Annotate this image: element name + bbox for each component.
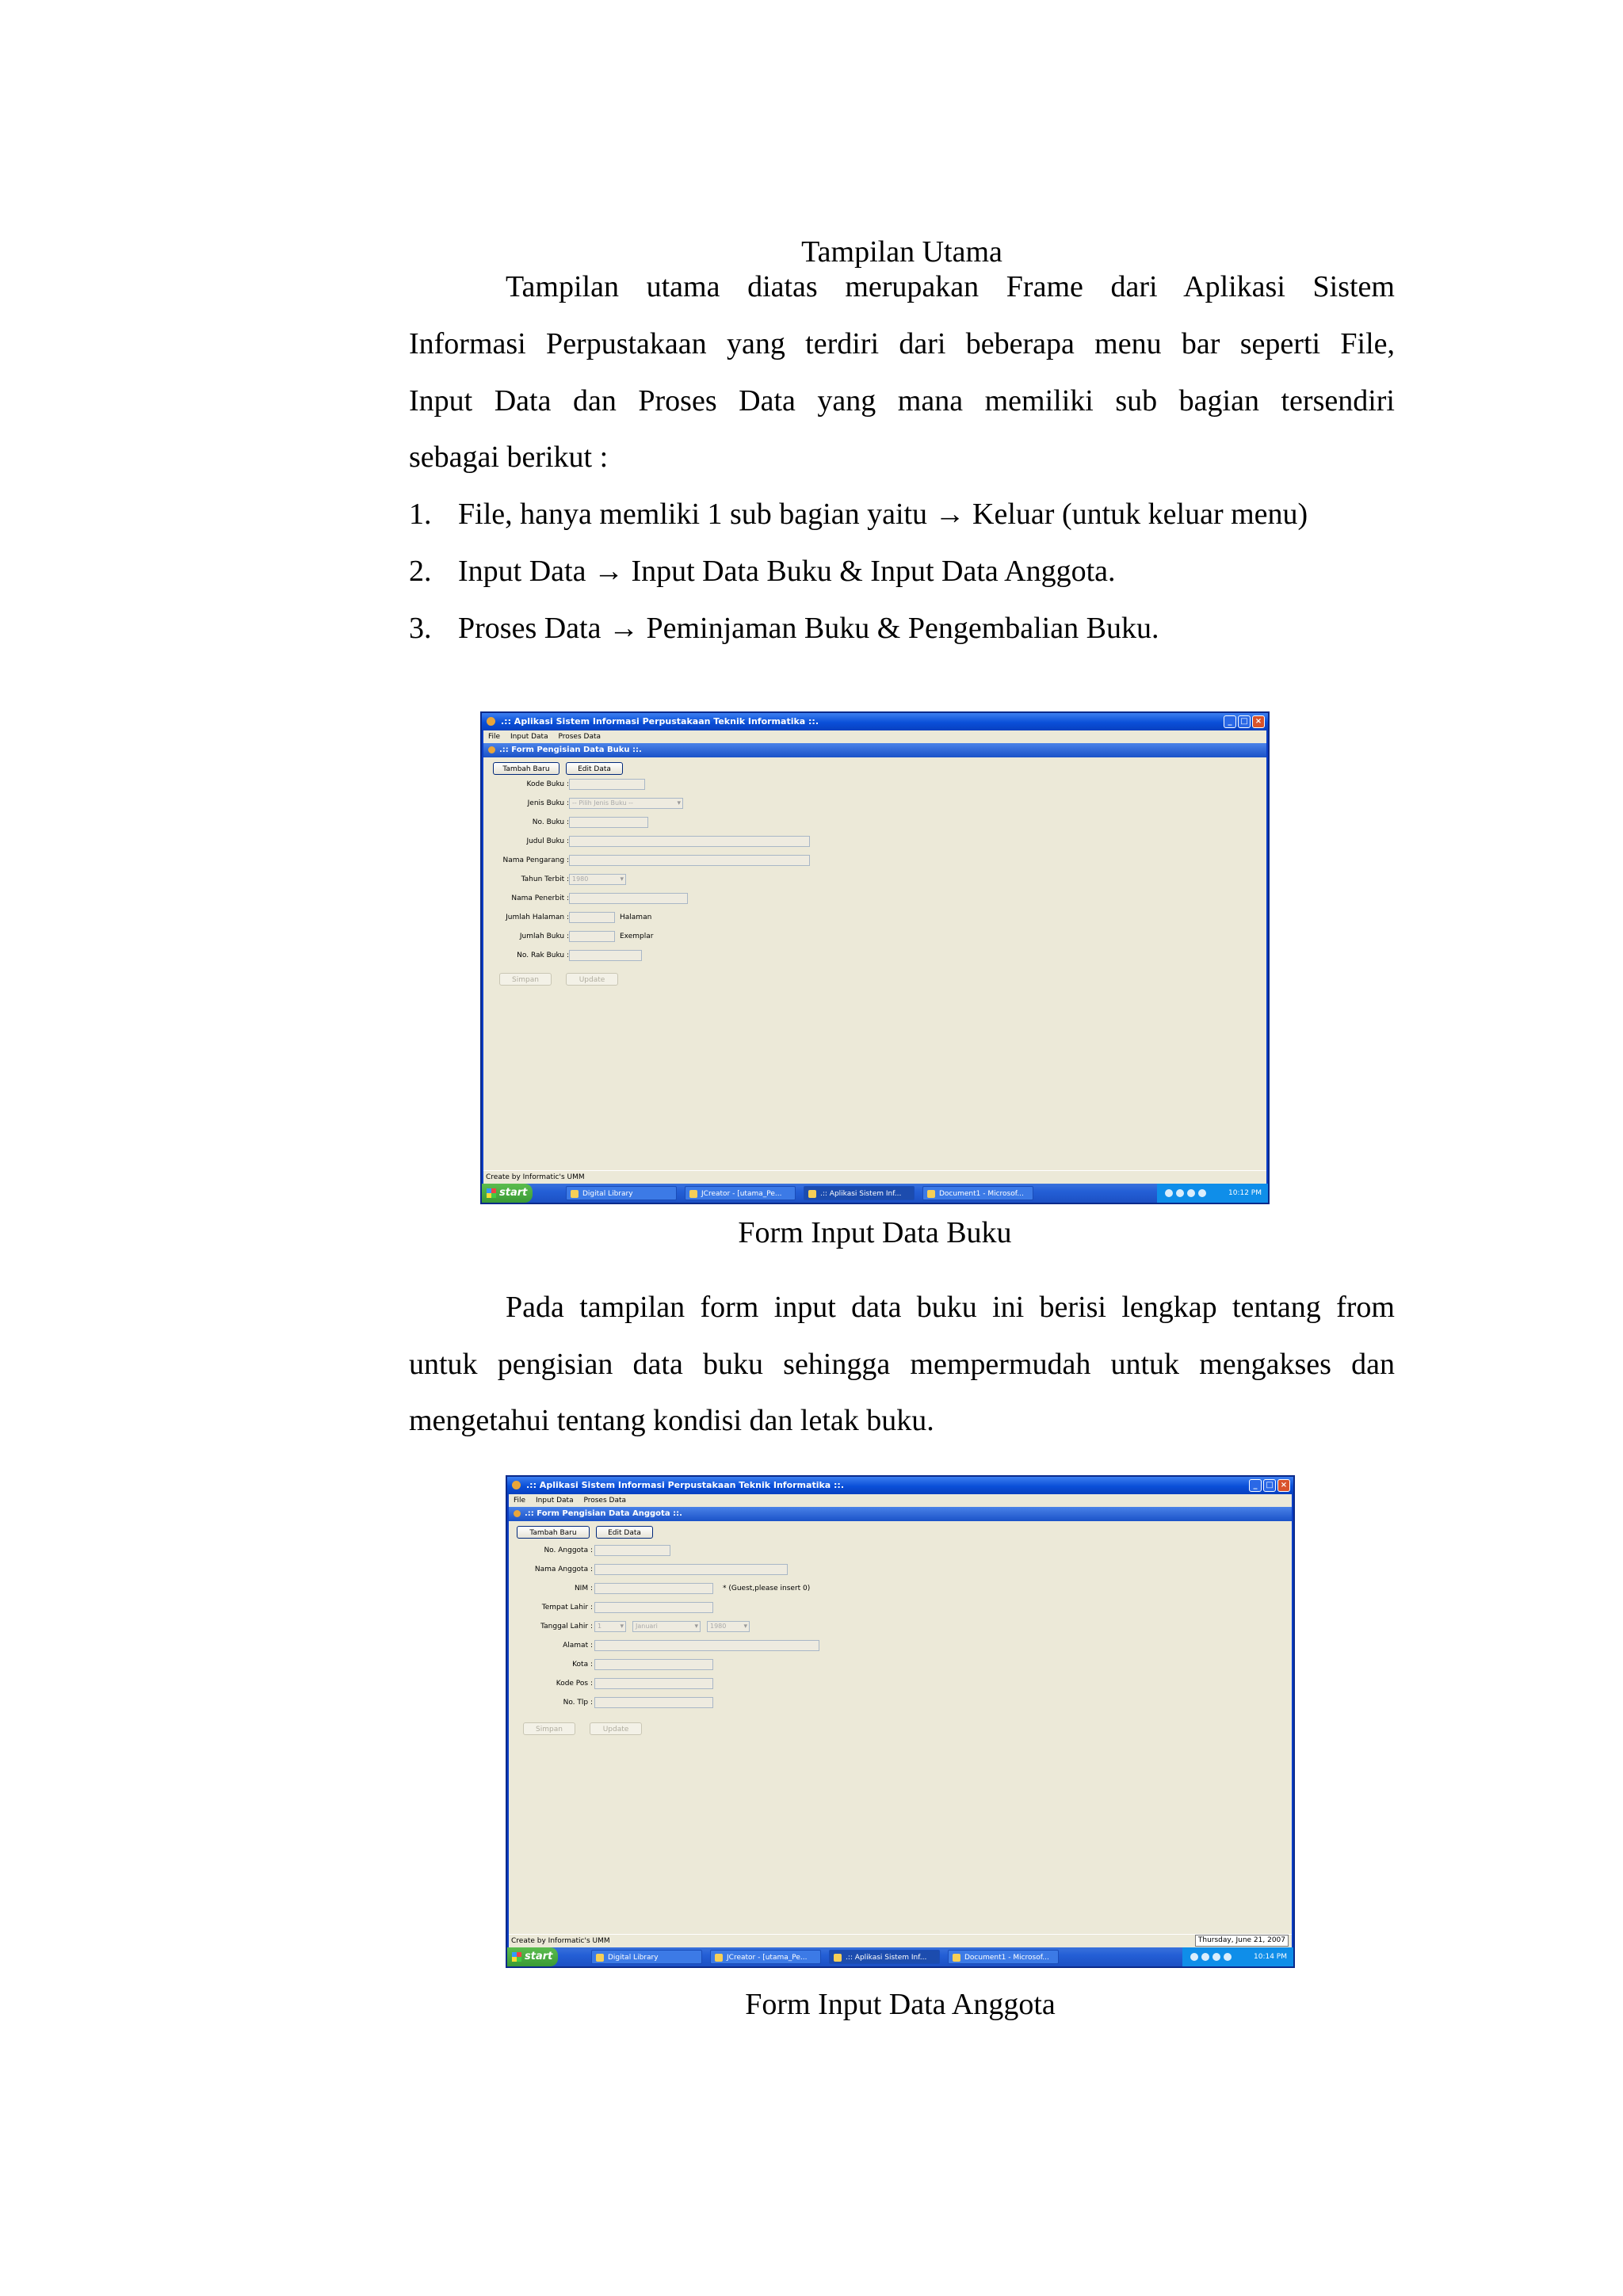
date-tooltip: Thursday, June 21, 2007 (1195, 1935, 1289, 1947)
tanggal-year-select[interactable]: 1980 ▾ (707, 1621, 750, 1632)
kode-pos-field[interactable] (594, 1678, 713, 1689)
field-label: Nama Pengarang : (502, 856, 569, 864)
internal-frame (483, 743, 1266, 1171)
paragraph-line: Tampilan utama diatas merupakan Frame dari Aplikasi Sistem (506, 270, 1395, 303)
internal-frame-title: .:: Form Pengisian Data Anggota ::. (509, 1507, 1292, 1521)
edit-data-button[interactable]: Edit Data (566, 762, 623, 775)
field-label: Nama Penerbit : (511, 894, 569, 902)
field-label: Jumlah Halaman : (506, 913, 569, 921)
nim-field[interactable] (594, 1583, 713, 1594)
field-label: Kode Buku : (526, 780, 569, 788)
paragraph-line: Informasi Perpustakaan yang terdiri dari beberapa menu bar seperti File, (409, 327, 1395, 360)
taskbar (482, 1184, 1268, 1203)
tray-icon[interactable] (1201, 1953, 1209, 1961)
paragraph-line: Pada tampilan form input data buku ini berisi lengkap tentang from (506, 1291, 1395, 1324)
field-label: NIM : (574, 1585, 593, 1592)
tanggal-day-select[interactable]: 1 ▾ (594, 1621, 626, 1632)
tahun-terbit-select[interactable]: 1980 ▾ (569, 874, 626, 885)
paragraph-line: sebagai berikut : (409, 441, 609, 474)
taskbar-item[interactable]: Digital Library (591, 1950, 702, 1964)
list-item: 2. Input Data → Input Data Buku & Input Data Anggota. (409, 555, 1116, 588)
menu-input-data[interactable]: Input Data (535, 1497, 574, 1505)
taskbar-item[interactable]: .:: Aplikasi Sistem Inf... (804, 1186, 915, 1200)
menu-proses-data[interactable]: Proses Data (583, 1497, 627, 1505)
menu-file[interactable]: File (514, 1497, 526, 1505)
jumlah-buku-field[interactable] (569, 931, 615, 942)
no-buku-field[interactable] (569, 817, 648, 828)
tempat-lahir-field[interactable] (594, 1602, 713, 1613)
simpan-button[interactable]: Simpan (523, 1722, 575, 1735)
window-titlebar (482, 713, 1268, 730)
system-tray (1157, 1184, 1268, 1203)
update-button[interactable]: Update (566, 973, 618, 986)
taskbar-item[interactable]: Document1 - Microsof... (922, 1186, 1033, 1200)
field-label: Kota : (572, 1661, 593, 1669)
paragraph-line: mengetahui tentang kondisi dan letak buku. (409, 1404, 934, 1437)
kode-buku-field[interactable] (569, 779, 645, 790)
judul-buku-field[interactable] (569, 836, 810, 847)
halaman-unit-label: Halaman (620, 913, 652, 921)
nim-hint: * (Guest,please insert 0) (723, 1585, 811, 1592)
maximize-icon[interactable]: □ (1238, 715, 1251, 728)
menu-file[interactable]: File (488, 733, 501, 741)
jumlah-halaman-field[interactable] (569, 912, 615, 923)
alamat-field[interactable] (594, 1640, 819, 1651)
nama-penerbit-field[interactable] (569, 893, 688, 904)
simpan-button[interactable]: Simpan (499, 973, 552, 986)
figure-caption: Form Input Data Anggota (745, 1988, 1056, 2021)
kota-field[interactable] (594, 1659, 713, 1670)
menu-bar (483, 730, 1266, 743)
tanggal-month-select[interactable]: Januari ▾ (632, 1621, 701, 1632)
start-button[interactable]: start (507, 1947, 558, 1966)
field-label: Tanggal Lahir : (540, 1623, 593, 1630)
menu-proses-data[interactable]: Proses Data (558, 733, 601, 741)
start-button[interactable]: start (482, 1184, 533, 1203)
tray-icon[interactable] (1176, 1189, 1184, 1197)
internal-frame-title: .:: Form Pengisian Data Buku ::. (483, 743, 1266, 757)
figure-caption: Form Input Data Buku (738, 1216, 1012, 1249)
taskbar-item[interactable]: .:: Aplikasi Sistem Inf... (829, 1950, 940, 1964)
tray-icon[interactable] (1190, 1953, 1198, 1961)
paragraph-line: untuk pengisian data buku sehingga mempermudah untuk mengakses dan (409, 1348, 1395, 1381)
no-anggota-field[interactable] (594, 1545, 670, 1556)
no-tlp-field[interactable] (594, 1697, 713, 1708)
no-rak-buku-field[interactable] (569, 950, 642, 961)
maximize-icon[interactable]: □ (1263, 1479, 1276, 1492)
field-label: Tempat Lahir : (541, 1604, 593, 1611)
frame-icon (488, 746, 495, 753)
nama-pengarang-field[interactable] (569, 855, 810, 866)
status-bar: Create by Informatic's UMM (483, 1170, 1266, 1184)
nama-anggota-field[interactable] (594, 1564, 788, 1575)
window-title: .:: Aplikasi Sistem Informasi Perpustakaan Teknik Informatika ::. (501, 716, 819, 727)
java-app-icon (487, 717, 495, 726)
update-button[interactable]: Update (590, 1722, 642, 1735)
close-icon[interactable]: × (1277, 1479, 1290, 1492)
jenis-buku-select[interactable]: -- Pilih Jenis Buku -- ▾ (569, 798, 683, 809)
list-item: 3. Proses Data → Peminjaman Buku & Pengembalian Buku. (409, 612, 1159, 645)
tray-icon[interactable] (1165, 1189, 1173, 1197)
field-label: Nama Anggota : (534, 1566, 593, 1573)
clock: 10:12 PM (1228, 1189, 1262, 1197)
field-label: No. Buku : (532, 818, 569, 826)
field-label: No. Anggota : (544, 1547, 593, 1554)
system-tray (1182, 1947, 1293, 1966)
list-item: 1. File, hanya memliki 1 sub bagian yaitu → Keluar (untuk keluar menu) (409, 498, 1308, 531)
frame-icon (514, 1510, 521, 1517)
field-label: No. Tlp : (563, 1699, 593, 1707)
field-label: Alamat : (563, 1642, 593, 1650)
field-label: Jenis Buku : (527, 799, 569, 807)
taskbar-item[interactable]: JCreator - [utama_Pe... (710, 1950, 821, 1964)
field-label: Judul Buku : (526, 837, 569, 845)
minimize-icon[interactable]: _ (1224, 715, 1236, 728)
field-label: Tahun Terbit : (521, 875, 569, 883)
tray-icon[interactable] (1187, 1189, 1195, 1197)
tambah-baru-button[interactable]: Tambah Baru (493, 762, 559, 775)
taskbar-item[interactable]: Digital Library (566, 1186, 677, 1200)
exemplar-unit-label: Exemplar (620, 933, 654, 940)
paragraph-line: Input Data dan Proses Data yang mana memiliki sub bagian tersendiri (409, 384, 1395, 418)
field-label: Jumlah Buku : (519, 933, 569, 940)
window-title: .:: Aplikasi Sistem Informasi Perpustakaan Teknik Informatika ::. (526, 1480, 845, 1490)
taskbar (507, 1947, 1293, 1966)
window-titlebar (507, 1477, 1293, 1494)
screenshot-form-anggota (506, 1475, 1295, 1968)
tray-icon[interactable] (1212, 1953, 1220, 1961)
internal-frame (509, 1507, 1292, 1935)
tray-icon[interactable] (1224, 1953, 1232, 1961)
tambah-baru-button[interactable]: Tambah Baru (517, 1526, 590, 1539)
field-label: Kode Pos : (556, 1680, 593, 1688)
menu-bar (509, 1494, 1292, 1507)
close-icon[interactable]: × (1252, 715, 1265, 728)
field-label: No. Rak Buku : (517, 952, 569, 959)
status-bar: Create by Informatic's UMM Thursday, June 21, 2007 (509, 1934, 1292, 1947)
menu-input-data[interactable]: Input Data (510, 733, 548, 741)
section-heading: Tampilan Utama (801, 235, 1002, 269)
clock: 10:14 PM (1254, 1953, 1287, 1961)
screenshot-form-buku (480, 711, 1270, 1204)
edit-data-button[interactable]: Edit Data (596, 1526, 653, 1539)
java-app-icon (512, 1481, 521, 1489)
minimize-icon[interactable]: _ (1249, 1479, 1262, 1492)
taskbar-item[interactable]: Document1 - Microsof... (948, 1950, 1059, 1964)
taskbar-item[interactable]: JCreator - [utama_Pe... (685, 1186, 796, 1200)
tray-icon[interactable] (1198, 1189, 1206, 1197)
